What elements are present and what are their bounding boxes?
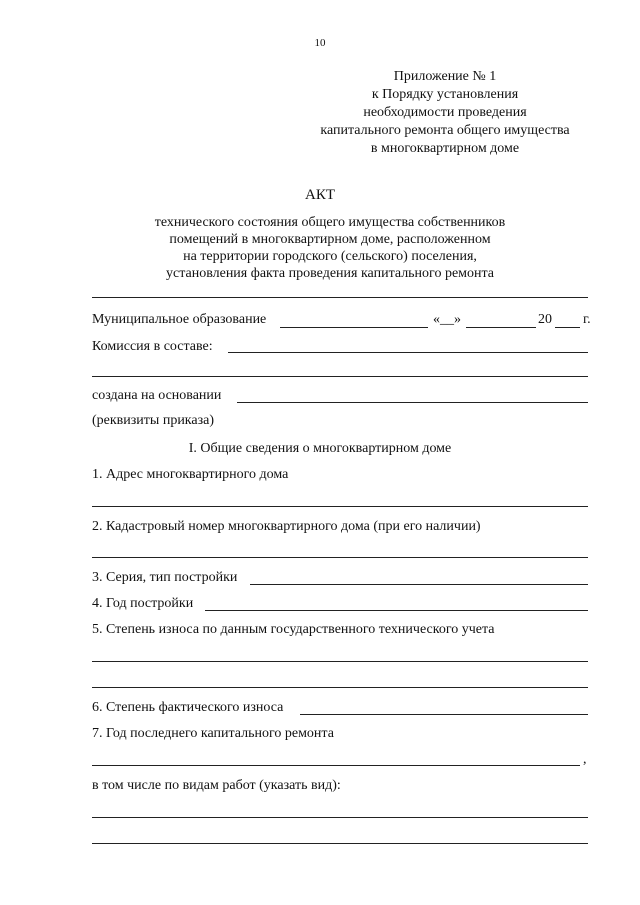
actual-wear-field[interactable] [300,714,588,715]
act-title: АКТ [305,187,335,203]
act-subtitle-line: установления факта проведения капитального ремонта [165,266,495,281]
created-basis-field[interactable] [237,402,588,403]
page-number: 10 [314,37,326,49]
title-underline [92,297,588,298]
act-subtitle-line: помещений в многоквартирном доме, расположенном [169,232,491,247]
works-field-continued[interactable] [92,843,588,844]
year-built-field[interactable] [205,610,588,611]
act-subtitle [80,214,580,282]
date-month-field[interactable] [466,327,536,328]
commission-field[interactable] [228,352,588,353]
municipality-label: Муниципальное образование [92,312,267,327]
appendix-line: необходимости проведения [363,105,527,120]
series-field[interactable] [250,584,588,585]
appendix-line: капитального ремонта общего имущества [320,123,570,138]
item-last-repair-label: 7. Год последнего капитального ремонта [92,726,334,741]
act-subtitle-line: на территории городского (сельского) поселения, [183,249,477,264]
item-actual-wear-label: 6. Степень фактического износа [92,700,284,715]
wear-tech-field-continued[interactable] [92,687,588,688]
year-prefix: 20 [538,312,552,327]
item-wear-tech-label: 5. Степень износа по данным государственного технического учета [92,622,495,637]
item-year-built-label: 4. Год постройки [92,596,194,611]
municipality-field[interactable] [280,327,428,328]
address-field[interactable] [92,506,588,507]
section-title: I. Общие сведения о многоквартирном доме [188,441,452,456]
appendix-line: в многоквартирном доме [370,141,520,156]
last-repair-field[interactable] [92,765,580,766]
wear-tech-field[interactable] [92,661,588,662]
trailing-comma: , [583,752,587,767]
year-suffix: г. [583,312,591,327]
item-address-label: 1. Адрес многоквартирного дома [92,467,289,482]
year-field[interactable] [555,327,580,328]
appendix-line: Приложение № 1 [393,69,497,84]
commission-label: Комиссия в составе: [92,339,213,354]
item-series-label: 3. Серия, тип постройки [92,570,238,585]
item-cadastral-label: 2. Кадастровый номер многоквартирного дома (при его наличии) [92,519,481,534]
created-label: создана на основании [92,388,222,403]
order-details-label: (реквизиты приказа) [92,413,215,428]
works-field[interactable] [92,817,588,818]
commission-field-continued[interactable] [92,376,588,377]
works-label: в том числе по видам работ (указать вид): [92,778,341,793]
act-subtitle-line: технического состояния общего имущества собственников [154,215,506,230]
appendix-line: к Порядку установления [371,87,519,102]
cadastral-field[interactable] [92,557,588,558]
appendix-header [300,68,590,158]
date-day-quote: «__» [433,312,461,327]
